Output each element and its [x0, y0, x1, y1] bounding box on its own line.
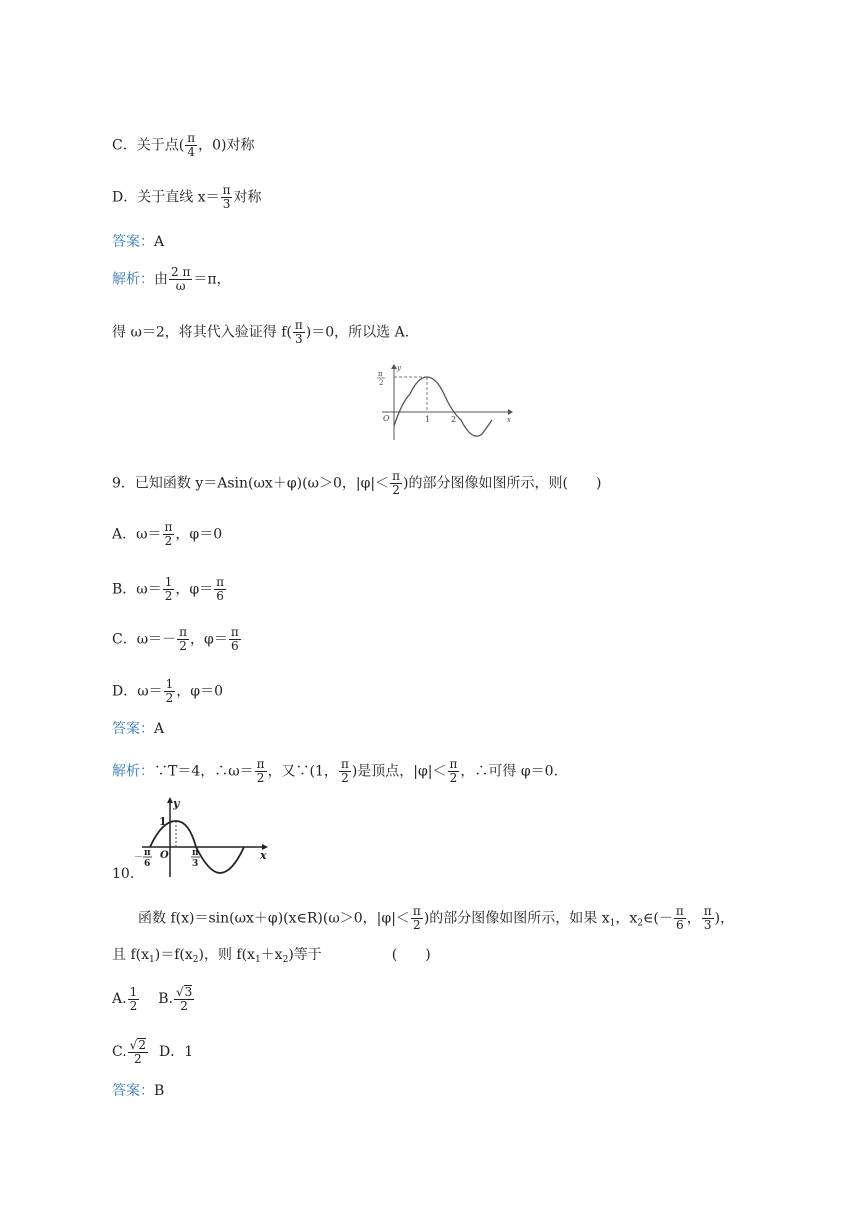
x-tick-left-den: 6 [144, 859, 151, 869]
q9-option-c: C．ω＝－ $\frac{\pi}{2}$ ，φ＝ $\frac{\pi}{6}$ [112, 625, 239, 653]
x-tick-2: 2 [451, 415, 457, 424]
q10-number: 10. [112, 866, 135, 882]
fraction: $\frac{\pi}{2}$ [164, 520, 173, 548]
x-axis-label: x [260, 849, 267, 862]
q9-option-d: D．ω＝ $\frac{1}{2}$ ，φ＝0 [112, 677, 223, 705]
origin-label: O [160, 850, 169, 861]
analysis-label: 解析： [112, 271, 154, 288]
fraction: $\frac{\pi}{3}$ [294, 318, 303, 346]
fraction: $\frac{\pi}{6}$ [230, 625, 239, 653]
x-tick-left-sign: － [134, 853, 144, 863]
fraction: $\frac{\pi}{6}$ [216, 575, 225, 603]
q9-stem: 9．已知函数 y＝Asin(ωx＋φ)(ω＞0，|φ|＜ $\frac{\pi}{2}$ )的部分图像如图所示，则( ) [112, 469, 602, 497]
answer-label: 答案： [112, 721, 154, 737]
svg-text:2: 2 [379, 379, 384, 387]
y-tick-1: 1 [159, 815, 167, 828]
q9-option-a: A．ω＝ $\frac{\pi}{2}$ ，φ＝0 [112, 520, 223, 548]
x-axis-arrow [508, 409, 513, 415]
q8-option-c: C．关于点( $\frac{\pi}{4}$ ，0)对称 [112, 131, 255, 159]
fraction: $\frac{\pi}{2}$ [179, 625, 188, 653]
x-tick-left-num: π [144, 848, 151, 858]
x-tick-right-num: π [192, 848, 199, 858]
fraction: $\frac{1}{2}$ [165, 677, 174, 705]
fraction: $\frac{\pi}{3}$ [222, 183, 231, 211]
fraction: $\frac{1}{2}$ [164, 575, 173, 603]
x-axis-label: x [507, 416, 511, 424]
origin-label: O [383, 414, 390, 423]
q8-option-d: D．关于直线 x＝ $\frac{\pi}{3}$ 对称 [112, 183, 262, 211]
sine-curve [394, 377, 492, 436]
fraction: $\frac{1}{2}$ [129, 984, 138, 1013]
x-tick-right-den: 3 [192, 859, 199, 869]
q8-answer: 答案：A [112, 234, 165, 250]
fraction: $\frac{\pi}{2}$ [412, 904, 421, 932]
y-axis-label: y [397, 364, 401, 372]
sine-graph-figure-2 [134, 795, 279, 880]
y-axis-label: y [173, 797, 180, 810]
q8-analysis: 解析：由 $\frac{2 \pi}{\omega}$ ＝π， [112, 265, 231, 293]
q10-options-cd: C. $\frac{√2}{2}$ D．1 [112, 1038, 194, 1066]
sine-graph-figure-1 [370, 362, 515, 442]
q10-stem-line2: 且 $f(x_1)=f(x_2)$，则 $f(x_1+x_2)$等于 ( ) [112, 947, 431, 965]
analysis-label: 解析： [112, 763, 154, 780]
x-tick-1: 1 [425, 415, 431, 424]
fraction: $\frac{\pi}{4}$ [187, 131, 196, 159]
q10-stem: 函数 f(x)＝sin(ωx＋φ)(x∈R)(ω＞0，|φ|＜ $\frac{\pi}{2}$ )的部分图像如图所示，如果 $x_1$，$x_2\in(-$ $\frac{\pi}{6}$ ， $\frac{\pi}{3}$ )， [138, 904, 735, 932]
fraction: $\frac{\pi}{2}$ [340, 757, 349, 785]
fraction: $\frac{\pi}{2}$ [449, 757, 458, 785]
q9-analysis: 解析：∵T＝4，∴ω＝ $\frac{\pi}{2}$ ，又∵(1， $\frac{\pi}{2}$ )是顶点，|φ|＜ $\frac{\pi}{2}$ ，∴可得 φ＝0. [112, 757, 559, 785]
answer-label: 答案： [112, 234, 154, 250]
fraction: $\frac{√3}{2}$ [175, 985, 193, 1013]
fraction: $\frac{2 \pi}{\omega}$ [171, 265, 191, 293]
fraction: $\frac{\pi}{6}$ [675, 904, 684, 932]
q10-options-ab: A. $\frac{1}{2}$ B. $\frac{√3}{2}$ [112, 984, 193, 1013]
fraction: $\frac{\pi}{2}$ [392, 469, 401, 497]
fraction: $\frac{\pi}{2}$ [256, 757, 265, 785]
q9-answer: 答案：A [112, 721, 165, 737]
y-tick-label: π [378, 370, 383, 378]
fraction: $\frac{√2}{2}$ [129, 1038, 146, 1066]
answer-blank: ( ) [391, 947, 431, 963]
fraction: $\frac{\pi}{3}$ [703, 904, 712, 932]
q8-analysis-line2: 得 ω＝2，将其代入验证得 f( $\frac{\pi}{3}$ )＝0，所以选 A. [112, 318, 410, 346]
q9-option-b: B．ω＝ $\frac{1}{2}$ ，φ＝ $\frac{\pi}{6}$ [112, 575, 225, 603]
q10-answer: 答案：B [112, 1083, 165, 1099]
answer-label: 答案： [112, 1083, 154, 1099]
